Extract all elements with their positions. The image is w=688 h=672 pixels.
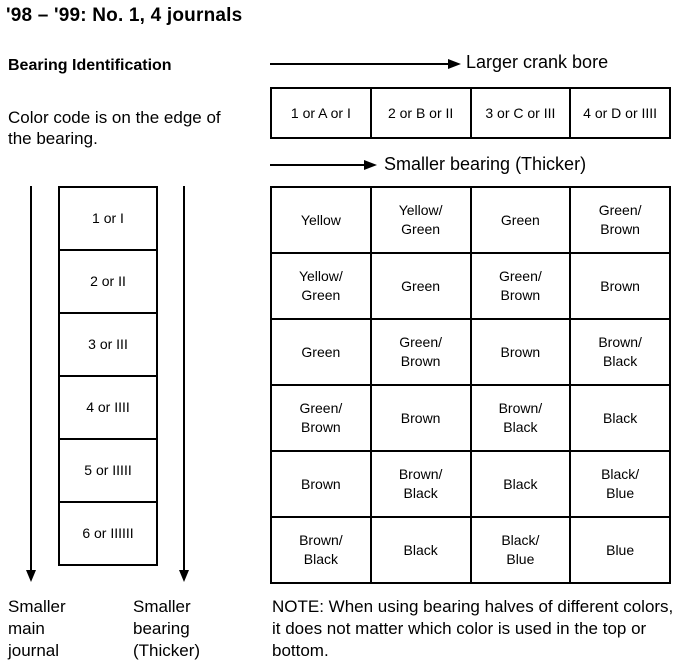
bearing-vertical-arrowhead-icon	[179, 570, 189, 582]
crank-bore-row	[271, 88, 670, 138]
crank-bore-code: 4 or D or IIII	[570, 88, 670, 138]
smaller-main-journal-label: Smaller main journal	[8, 597, 66, 660]
color-cell: Brown	[371, 385, 471, 451]
page-title: '98 – '99: No. 1, 4 journals	[6, 5, 243, 26]
color-cell: Brown/ Black	[471, 385, 571, 451]
color-cell: Black	[471, 451, 571, 517]
table-row	[271, 187, 670, 253]
color-cell: Yellow/ Green	[271, 253, 371, 319]
color-cell: Yellow/ Green	[371, 187, 471, 253]
main-journal-code: 3 or III	[59, 313, 157, 376]
color-cell: Brown	[570, 253, 670, 319]
crank-bore-arrow-line	[270, 63, 450, 65]
smaller-bearing-label: Smaller bearing (Thicker)	[133, 597, 201, 660]
crank-bore-table	[270, 87, 671, 139]
main-journal-code: 6 or IIIIII	[59, 502, 157, 565]
color-cell: Green	[371, 253, 471, 319]
color-cell: Green/ Brown	[371, 319, 471, 385]
main-journal-table	[58, 186, 158, 566]
crank-bore-code: 1 or A or I	[271, 88, 371, 138]
table-row	[271, 319, 670, 385]
table-row	[271, 451, 670, 517]
color-cell: Green	[271, 319, 371, 385]
journal-arrow-line	[30, 186, 32, 572]
color-cell: Blue	[570, 517, 670, 583]
main-journal-code: 2 or II	[59, 250, 157, 313]
color-cell: Brown	[271, 451, 371, 517]
color-cell: Black	[371, 517, 471, 583]
bearing-color-table	[270, 186, 671, 584]
color-cell: Black	[570, 385, 670, 451]
color-cell: Brown	[471, 319, 571, 385]
color-cell: Green/ Brown	[471, 253, 571, 319]
bearing-arrow-line	[270, 164, 366, 166]
crank-bore-arrowhead-icon	[448, 59, 461, 69]
color-cell: Green/ Brown	[271, 385, 371, 451]
color-cell: Black/ Blue	[570, 451, 670, 517]
main-journal-code: 5 or IIIII	[59, 439, 157, 502]
color-cell: Brown/ Black	[371, 451, 471, 517]
crank-bore-code: 3 or C or III	[471, 88, 571, 138]
color-cell: Brown/ Black	[570, 319, 670, 385]
note-text: NOTE: When using bearing halves of different colors, it does not matter which color is used in the top or bottom.	[272, 597, 674, 660]
color-cell: Yellow	[271, 187, 371, 253]
color-cell: Brown/ Black	[271, 517, 371, 583]
bearing-arrow-label: Smaller bearing (Thicker)	[384, 154, 587, 174]
table-row	[271, 253, 670, 319]
color-cell: Green	[471, 187, 571, 253]
color-cell: Black/ Blue	[471, 517, 571, 583]
journal-arrowhead-icon	[26, 570, 36, 582]
crank-bore-arrow-label: Larger crank bore	[466, 52, 609, 72]
bearing-arrowhead-icon	[364, 160, 377, 170]
main-journal-code: 1 or I	[59, 187, 157, 250]
table-row	[271, 385, 670, 451]
intro-text: Color code is on the edge of the bearing.	[8, 108, 221, 148]
main-journal-code: 4 or IIII	[59, 376, 157, 439]
crank-bore-code: 2 or B or II	[371, 88, 471, 138]
table-row	[271, 517, 670, 583]
bearing-vertical-arrow-line	[183, 186, 185, 572]
section-heading: Bearing Identification	[8, 57, 172, 74]
color-cell: Green/ Brown	[570, 187, 670, 253]
